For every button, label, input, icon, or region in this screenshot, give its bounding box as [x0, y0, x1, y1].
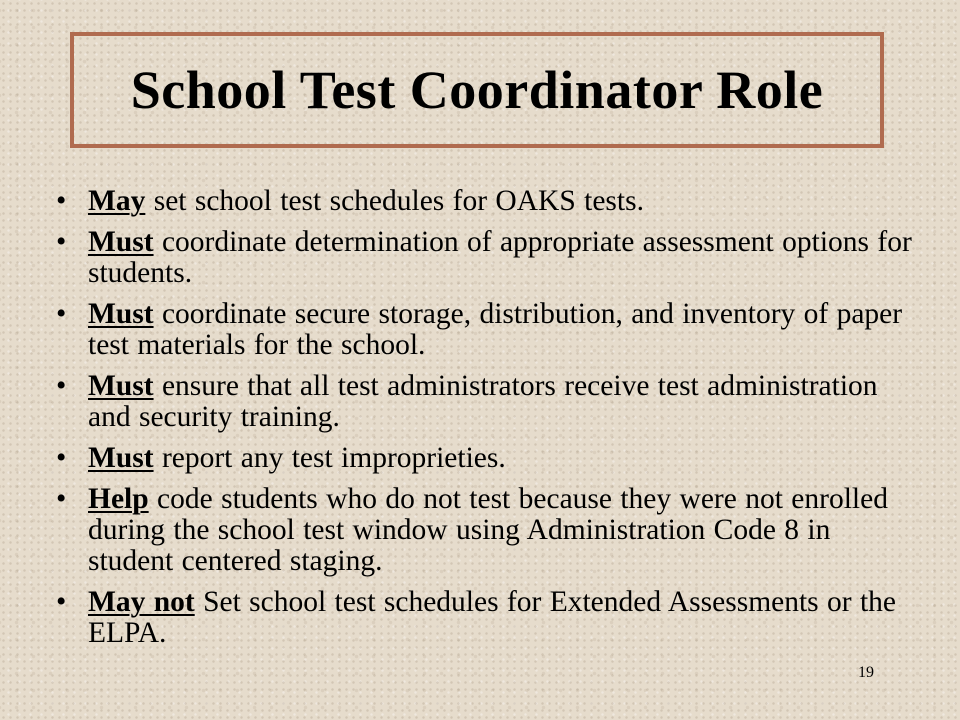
- bullet-marker: •: [56, 298, 67, 330]
- bullet-item: [56, 443, 916, 474]
- bullet-keyword: Must: [88, 298, 154, 330]
- bullet-item: [56, 299, 916, 361]
- bullet-text: code students who do not test because they were not enrolled during the school test window using Administration Code 8 in student centered staging.: [88, 483, 888, 577]
- bullet-keyword: Must: [88, 370, 154, 402]
- bullet-keyword: May: [88, 185, 146, 217]
- bullet-marker: •: [56, 586, 67, 618]
- page-number: 19: [858, 664, 874, 681]
- bullet-marker: •: [56, 185, 67, 217]
- bullet-text: coordinate determination of appropriate assessment options for students.: [88, 226, 912, 289]
- bullet-marker: •: [56, 226, 67, 258]
- bullet-marker: •: [56, 442, 67, 474]
- bullet-list: [56, 186, 916, 659]
- bullet-text: coordinate secure storage, distribution, and inventory of paper test materials for the school.: [88, 298, 903, 361]
- title-box: [70, 32, 884, 148]
- bullet-item: [56, 371, 916, 433]
- bullet-text: Set school test schedules for Extended Assessments or the ELPA.: [88, 586, 897, 649]
- bullet-marker: •: [56, 483, 67, 515]
- bullet-text: ensure that all test administrators receive test administration and security training.: [88, 370, 878, 433]
- bullet-keyword: Must: [88, 226, 154, 258]
- bullet-text: set school test schedules for OAKS tests.: [145, 185, 644, 217]
- bullet-item: [56, 484, 916, 577]
- bullet-keyword: Must: [88, 442, 154, 474]
- bullet-item: [56, 587, 916, 649]
- slide-title: School Test Coordinator Role: [130, 60, 824, 120]
- bullet-marker: •: [56, 370, 67, 402]
- bullet-text: report any test improprieties.: [153, 442, 506, 474]
- bullet-item: [56, 227, 916, 289]
- bullet-keyword: Help: [88, 483, 149, 515]
- bullet-item: [56, 186, 916, 217]
- bullet-keyword: May not: [88, 586, 195, 618]
